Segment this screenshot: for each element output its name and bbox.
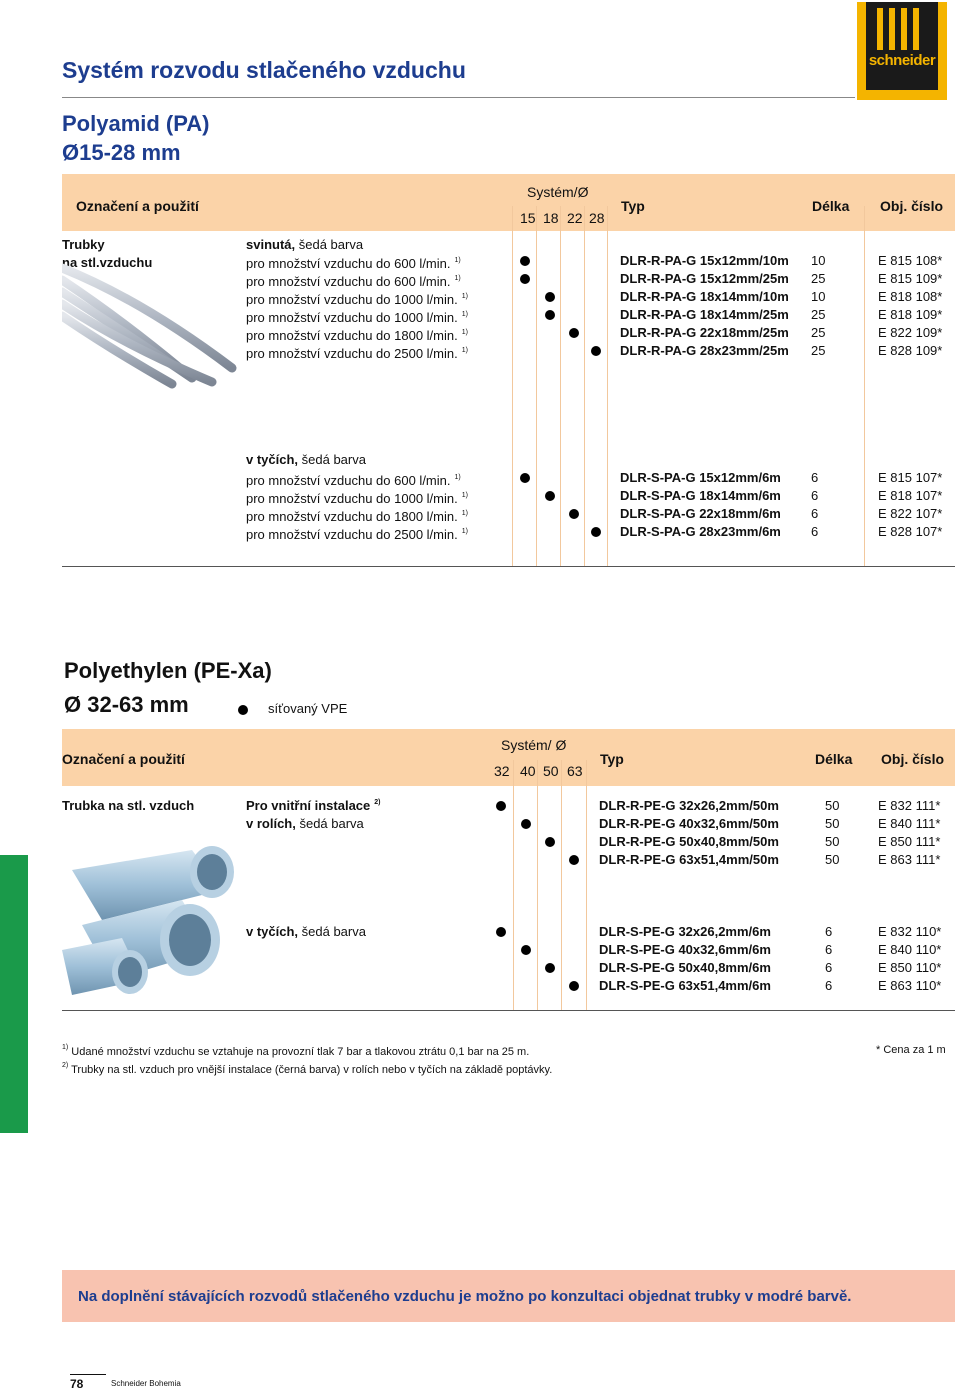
table-row (0, 797, 960, 815)
table-row (0, 505, 960, 523)
row-order-number: E 840 111* (878, 816, 941, 831)
row-order-number: E 850 110* (878, 960, 942, 975)
table-row (0, 270, 960, 288)
pe-group1-label: Trubka na stl. vzduch (62, 798, 195, 813)
pa-col-size-15: 15 (520, 210, 536, 226)
pe-col-size-50: 50 (543, 763, 559, 779)
table-row (0, 851, 960, 869)
row-length: 50 (825, 852, 840, 867)
row-type: DLR-S-PE-G 50x40,8mm/6m (599, 960, 771, 975)
row-type: DLR-R-PA-G 22x18mm/25m (620, 325, 789, 340)
row-type: DLR-R-PA-G 18x14mm/10m (620, 289, 789, 304)
page-header-rule (62, 97, 855, 98)
pa-group1-heading: svinutá, šedá barva (246, 237, 364, 252)
availability-dot-icon (591, 346, 601, 356)
row-length: 10 (811, 289, 826, 304)
availability-dot-icon (521, 819, 531, 829)
availability-dot-icon (569, 981, 579, 991)
table-row (0, 977, 960, 995)
table-row (0, 923, 960, 941)
logo-text: schneider (868, 52, 936, 69)
row-description: pro množství vzduchu do 1000 l/min. $^{1)}$ (246, 292, 468, 307)
pe-bottom-rule (62, 1010, 955, 1011)
pe-col-length: Délka (815, 751, 853, 767)
row-order-number: E 840 110* (878, 942, 942, 957)
availability-dot-icon (545, 292, 555, 302)
row-length: 6 (825, 978, 833, 993)
pe-group1-heading-2: v rolích, šedá barva (246, 816, 364, 831)
pa-col-length: Délka (812, 198, 850, 214)
availability-dot-icon (545, 963, 555, 973)
row-length: 6 (811, 470, 819, 485)
availability-dot-icon (521, 945, 531, 955)
availability-dot-icon (520, 473, 530, 483)
table-row (0, 833, 960, 851)
table-row (0, 487, 960, 505)
row-type: DLR-R-PA-G 15x12mm/10m (620, 253, 789, 268)
footnote-price: * Cena za 1 m (876, 1044, 946, 1056)
table-row (0, 324, 960, 342)
row-order-number: E 863 111* (878, 852, 941, 867)
table-row (0, 306, 960, 324)
availability-dot-icon (569, 328, 579, 338)
row-description: pro množství vzduchu do 1000 l/min. $^{1)}$ (246, 310, 468, 325)
row-order-number: E 822 109* (878, 325, 943, 340)
row-type: DLR-R-PE-G 32x26,2mm/50m (599, 798, 779, 813)
footer-company: Schneider Bohemia (111, 1379, 181, 1388)
row-length: 10 (811, 253, 826, 268)
pe-col-size-63: 63 (567, 763, 583, 779)
table-row (0, 288, 960, 306)
row-order-number: E 863 110* (878, 978, 942, 993)
info-banner-text: Na doplnění stávajících rozvodů stlačeného vzduchu je možno po konzultaci objednat trubky v modré barvě. (78, 1288, 852, 1305)
row-order-number: E 828 107* (878, 524, 943, 539)
row-length: 25 (811, 325, 826, 340)
row-length: 50 (825, 816, 840, 831)
pa-col-usage: Označení a použití (76, 198, 199, 214)
legend-dot-icon (238, 705, 248, 715)
page-number: 78 (70, 1377, 84, 1391)
row-order-number: E 815 109* (878, 271, 943, 286)
row-description: pro množství vzduchu do 1800 l/min. $^{1)}$ (246, 328, 468, 343)
pa-group2-heading: v tyčích, šedá barva (246, 452, 366, 467)
row-order-number: E 850 111* (878, 834, 941, 849)
footnote-2: $^{2)}$ Trubky na stl. vzduch pro vnější instalace (černá barva) v rolích nebo v tyčích na základě poptávky. (62, 1062, 553, 1076)
row-order-number: E 832 110* (878, 924, 942, 939)
footnote-1: $^{1)}$ Udané množství vzduchu se vztahuje na provozní tlak 7 bar a tlakovou ztrátu 0,1 bar na 25 m. (62, 1044, 530, 1058)
row-type: DLR-R-PA-G 28x23mm/25m (620, 343, 789, 358)
table-row (0, 959, 960, 977)
row-length: 6 (825, 924, 833, 939)
availability-dot-icon (545, 491, 555, 501)
row-length: 50 (825, 834, 840, 849)
pa-subtitle: Ø15-28 mm (62, 140, 181, 165)
availability-dot-icon (545, 837, 555, 847)
row-type: DLR-S-PA-G 18x14mm/6m (620, 488, 781, 503)
row-order-number: E 815 107* (878, 470, 943, 485)
availability-dot-icon (569, 509, 579, 519)
availability-dot-icon (545, 310, 555, 320)
availability-dot-icon (496, 927, 506, 937)
pe-legend-text: síťovaný VPE (268, 701, 348, 716)
row-order-number: E 815 108* (878, 253, 943, 268)
row-type: DLR-R-PA-G 15x12mm/25m (620, 271, 789, 286)
row-description: pro množství vzduchu do 2500 l/min. $^{1)}$ (246, 346, 468, 361)
availability-dot-icon (520, 274, 530, 284)
schneider-logo (857, 2, 947, 100)
pe-col-size-32: 32 (494, 763, 510, 779)
footer-rule (70, 1374, 106, 1375)
pa-bottom-rule (62, 566, 955, 567)
table-row (0, 941, 960, 959)
pe-group1-heading: Pro vnitřní instalace $^{2)}$ (246, 798, 381, 813)
page-title: Systém rozvodu stlačeného vzduchu (62, 57, 466, 83)
row-description: pro množství vzduchu do 1800 l/min. $^{1)}$ (246, 509, 468, 524)
availability-dot-icon (569, 855, 579, 865)
availability-dot-icon (496, 801, 506, 811)
row-length: 6 (811, 524, 819, 539)
row-length: 6 (825, 942, 833, 957)
table-row (0, 469, 960, 487)
row-description: pro množství vzduchu do 2500 l/min. $^{1)}$ (246, 527, 468, 542)
pa-group1-label: Trubky (62, 237, 105, 252)
row-length: 6 (811, 506, 819, 521)
row-length: 25 (811, 307, 826, 322)
row-description: pro množství vzduchu do 1000 l/min. $^{1)}$ (246, 491, 468, 506)
row-length: 25 (811, 271, 826, 286)
availability-dot-icon (591, 527, 601, 537)
pe-subtitle: Ø 32-63 mm (64, 692, 189, 717)
side-green-bar (0, 855, 28, 1133)
table-row (0, 342, 960, 360)
row-length: 6 (825, 960, 833, 975)
row-order-number: E 832 111* (878, 798, 941, 813)
row-type: DLR-R-PE-G 50x40,8mm/50m (599, 834, 779, 849)
pa-col-size-28: 28 (589, 210, 605, 226)
availability-dot-icon (520, 256, 530, 266)
row-type: DLR-S-PE-G 32x26,2mm/6m (599, 924, 771, 939)
pa-title: Polyamid (PA) (62, 111, 210, 136)
table-row (0, 252, 960, 270)
row-length: 25 (811, 343, 826, 358)
row-type: DLR-S-PE-G 40x32,6mm/6m (599, 942, 771, 957)
pe-group2-heading: v tyčích, šedá barva (246, 924, 366, 939)
pa-col-size-18: 18 (543, 210, 559, 226)
row-type: DLR-S-PA-G 15x12mm/6m (620, 470, 781, 485)
pa-col-order: Obj. číslo (880, 198, 944, 214)
row-order-number: E 828 109* (878, 343, 943, 358)
row-type: DLR-R-PE-G 40x32,6mm/50m (599, 816, 779, 831)
row-type: DLR-S-PA-G 22x18mm/6m (620, 506, 781, 521)
row-description: pro množství vzduchu do 600 l/min. $^{1)}$ (246, 473, 461, 488)
row-type: DLR-R-PA-G 18x14mm/25m (620, 307, 789, 322)
pe-col-type: Typ (600, 751, 624, 767)
pa-col-type: Typ (621, 198, 645, 214)
pe-col-size-40: 40 (520, 763, 536, 779)
pa-col-size-22: 22 (567, 210, 583, 226)
pe-col-order: Obj. číslo (881, 751, 945, 767)
pa-col-system: Systém/Ø (527, 184, 589, 200)
row-order-number: E 818 108* (878, 289, 943, 304)
row-length: 50 (825, 798, 840, 813)
row-type: DLR-S-PA-G 28x23mm/6m (620, 524, 781, 539)
pa-group1-label-2: na stl.vzduchu (62, 255, 153, 270)
row-order-number: E 822 107* (878, 506, 943, 521)
pe-col-system: Systém/ Ø (501, 737, 567, 753)
table-row (0, 523, 960, 541)
row-description: pro množství vzduchu do 600 l/min. $^{1)}$ (246, 274, 461, 289)
row-type: DLR-R-PE-G 63x51,4mm/50m (599, 852, 779, 867)
row-order-number: E 818 107* (878, 488, 943, 503)
table-row (0, 815, 960, 833)
pe-col-usage: Označení a použití (62, 751, 185, 767)
row-description: pro množství vzduchu do 600 l/min. $^{1)}$ (246, 256, 461, 271)
row-length: 6 (811, 488, 819, 503)
row-order-number: E 818 109* (878, 307, 943, 322)
pe-title: Polyethylen (PE-Xa) (64, 658, 272, 683)
row-type: DLR-S-PE-G 63x51,4mm/6m (599, 978, 771, 993)
